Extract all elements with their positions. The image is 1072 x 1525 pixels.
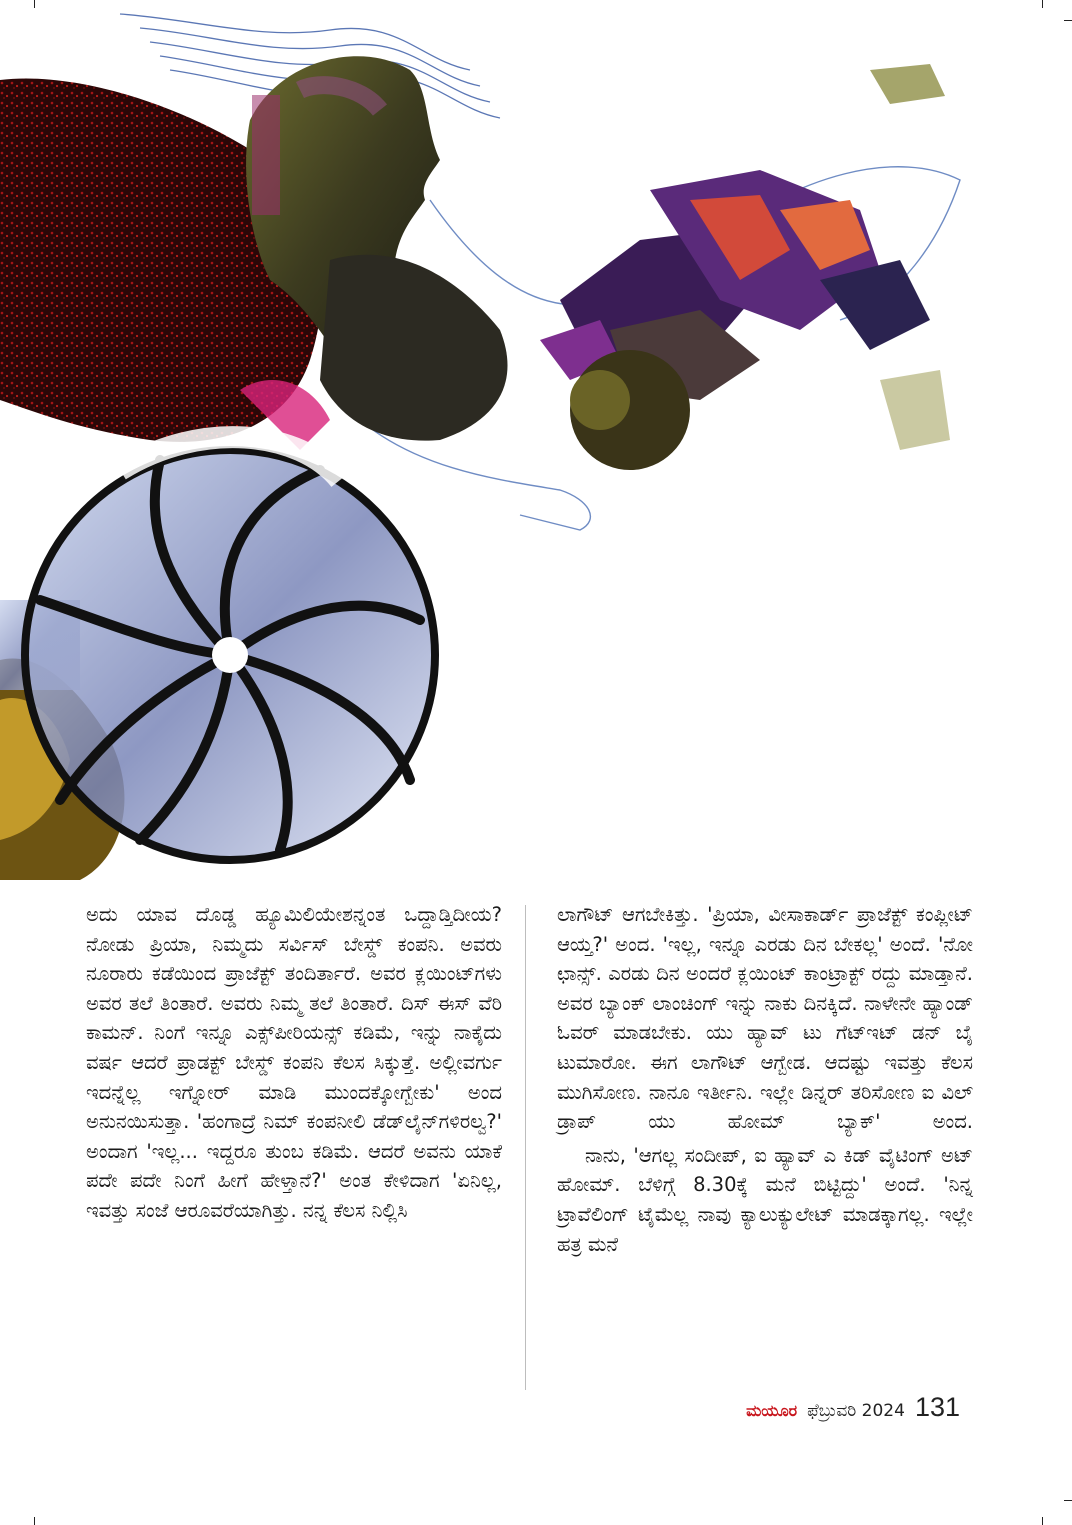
magazine-brand: ಮಯೂರ [746, 1401, 798, 1420]
abstract-shard-cluster [540, 64, 950, 470]
article-column-left [86, 900, 502, 1226]
page-number: 131 [914, 1392, 960, 1422]
issue-date: ಫೆಬ್ರುವರಿ 2024 [807, 1401, 905, 1421]
article-paragraph: ಲಾಗೌಟ್ ಆಗಬೇಕಿತ್ತು. 'ಪ್ರಿಯಾ, ವೀಸಾಕಾರ್ಡ್ ಪ್ರಾಜೆಕ್ಟ್ ಕಂಪ್ಲೀಟ್ ಆಯ್ತ?' ಅಂದ. 'ಇಲ್ಲ, ಇನ್ನೂ ಎರಡು ದಿನ ಬೇಕಲ್ಲ' ಅಂದೆ. 'ನೋ ಛಾನ್ಸ್. ಎರಡು ದಿನ ಅಂದರೆ ಕ್ಲಯಿಂಟ್ ಕಾಂಟ್ರಾಕ್ಟ್ ರದ್ದು ಮಾಡ್ತಾನೆ. ಅವರ ಬ್ಯಾಂಕ್ ಲಾಂಚಿಂಗ್ ಇನ್ನು ನಾಕು ದಿನಕ್ಕಿದೆ. ನಾಳೇನೇ ಹ್ಯಾಂಡ್ ಓವರ್ ಮಾಡಬೇಕು. ಯು ಹ್ಯಾವ್ ಟು ಗೆಟ್‌ಇಟ್ ಡನ್ ಬೈ ಟುಮಾರೋ. ಈಗ ಲಾಗೌಟ್ ಆಗ್ಬೇಡ. ಆದಷ್ಟು ಇವತ್ತು ಕೆಲಸ ಮುಗಿಸೋಣ. ನಾನೂ ಇರ್ತೀನಿ. ಇಲ್ಲೇ ಡಿನ್ನರ್ ತರಿಸೋಣ ಐ ವಿಲ್ ಡ್ರಾಪ್ ಯು ಹೋಮ್ ಬ್ಯಾಕ್' ಅಂದ. [557, 903, 973, 1134]
swirl-wheel [25, 450, 435, 860]
column-divider [525, 905, 526, 1390]
crop-mark-right-lower [1064, 1500, 1072, 1501]
article-column-right [557, 900, 973, 1259]
article-paragraph: ಅದು ಯಾವ ದೊಡ್ಡ ಹ್ಯೂಮಿಲಿಯೇಶನ್ನಂತ ಒದ್ದಾಡ್ತಿದೀಯ? ನೋಡು ಪ್ರಿಯಾ, ನಿಮ್ಮದು ಸರ್ವಿಸ್ ಬೇಸ್ಡ್ ಕಂಪನಿ. ಅವರು ನೂರಾರು ಕಡೆಯಿಂದ ಪ್ರಾಜೆಕ್ಟ್ ತಂದಿರ್ತಾರೆ. ಅವರ ಕ್ಲಯಿಂಟ್‌ಗಳು ಅವರ ತಲೆ ತಿಂತಾರೆ. ಅವರು ನಿಮ್ಮ ತಲೆ ತಿಂತಾರೆ. ದಿಸ್ ಈಸ್ ವೆರಿ ಕಾಮನ್. ನಿಂಗೆ ಇನ್ನೂ ಎಕ್ಸ್‌ಪೀರಿಯನ್ಸ್ ಕಡಿಮೆ, ಇನ್ನು ನಾಕೈದು ವರ್ಷ ಆದರೆ ಪ್ರಾಡಕ್ಟ್ ಬೇಸ್ಡ್ ಕಂಪನಿ ಕೆಲಸ ಸಿಕ್ಕುತ್ತೆ. ಅಲ್ಲೀವರ್ಗು ಇದನ್ನೆಲ್ಲ ಇಗ್ನೋರ್ ಮಾಡಿ ಮುಂದಕ್ಕೋಗ್ಬೇಕು' ಅಂದ ಅನುನಯಿಸುತ್ತಾ. 'ಹಂಗಾದ್ರೆ ನಿಮ್ ಕಂಪನೀಲಿ ಡೆಡ್‌ಲೈನ್‌ಗಳಿರಲ್ವ?' ಅಂದಾಗ 'ಇಲ್ಲ... ಇದ್ದರೂ ತುಂಬ ಕಡಿಮೆ. ಆದರೆ ಅವನು ಯಾಕೆ ಪದೇ ಪದೇ ನಿಂಗೆ ಹೀಗೆ ಹೇಳ್ತಾನೆ?' ಅಂತ ಕೇಳಿದಾಗ 'ಏನಿಲ್ಲ, ಇವತ್ತು ಸಂಜೆ ಆರೂವರೆಯಾಗಿತ್ತು. ನನ್ನ ಕೆಲಸ ನಿಲ್ಲಿಸಿ [86, 903, 502, 1222]
page-footer [746, 1392, 960, 1423]
crop-mark-bottom-right [1042, 1517, 1043, 1525]
article-paragraph: ನಾನು, 'ಆಗಲ್ಲ ಸಂದೀಪ್, ಐ ಹ್ಯಾವ್ ಎ ಕಿಡ್ ವೈಟಿಂಗ್ ಅಟ್ ಹೋಮ್. ಬೆಳಿಗ್ಗೆ 8.30ಕ್ಕೆ ಮನೆ ಬಿಟ್ಟಿದ್ದು' ಅಂದೆ. 'ನಿನ್ನ ಟ್ರಾವೆಲಿಂಗ್ ಟೈಮೆಲ್ಲ ನಾವು ಕ್ಯಾಲುಕ್ಯುಲೇಟ್ ಮಾಡಕ್ಕಾಗಲ್ಲ. ಇಲ್ಲೇ ಹತ್ರ ಮನೆ [557, 1143, 973, 1256]
crop-mark-bottom-left [34, 1517, 35, 1525]
